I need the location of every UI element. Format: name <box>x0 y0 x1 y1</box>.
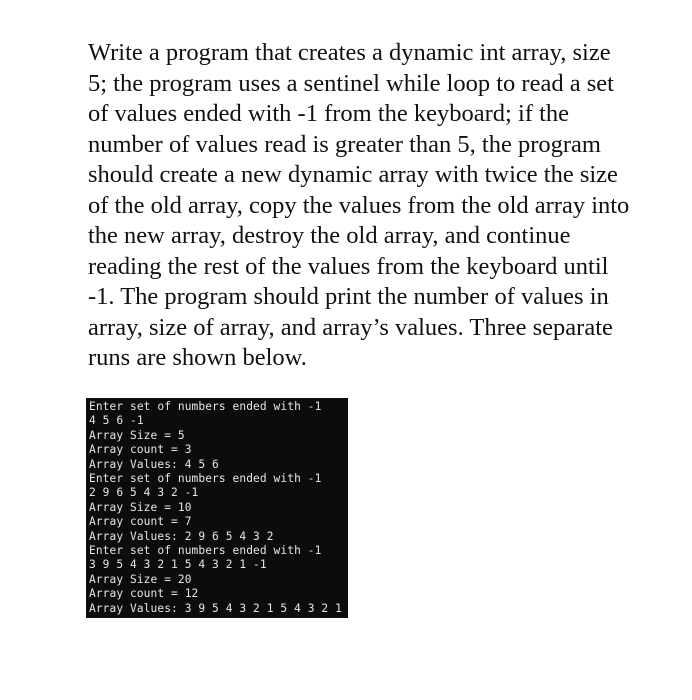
console-line: 2 9 6 5 4 3 2 -1 <box>89 486 199 500</box>
console-line: Array count = 7 <box>89 515 192 529</box>
problem-statement-line: of the old array, copy the values from the old array into <box>88 191 630 219</box>
console-line: Array count = 3 <box>89 443 192 457</box>
console-line: Array Size = 20 <box>89 572 192 586</box>
console-line: Enter set of numbers ended with -1 <box>89 400 322 413</box>
problem-statement-line: array, size of array, and array’s values. Three separate <box>88 313 613 341</box>
problem-statement-line: runs are shown below. <box>88 344 307 371</box>
problem-statement-line: Write a program that creates a dynamic int array, size <box>88 39 611 66</box>
problem-statement-line: should create a new dynamic array with twice the size <box>88 161 618 188</box>
problem-statement-line: -1. The program should print the number of values in <box>88 283 609 310</box>
problem-statement-line: of values ended with -1 from the keyboard; if the <box>88 100 570 127</box>
console-line: Enter set of numbers ended with -1 <box>89 544 322 558</box>
console-output-screenshot <box>86 398 348 618</box>
problem-statement-line: number of values read is greater than 5, the program <box>88 130 601 158</box>
problem-statement-line: 5; the program uses a sentinel while loop to read a set <box>88 69 614 97</box>
console-line: Array Values: 2 9 6 5 4 3 2 <box>89 529 274 543</box>
problem-statement-line: reading the rest of the values from the keyboard until <box>88 252 609 280</box>
console-line: Array Values: 4 5 6 <box>89 457 219 471</box>
console-line: Array count = 12 <box>89 587 199 601</box>
console-line: Array Values: 3 9 5 4 3 2 1 5 4 3 2 1 <box>89 601 342 615</box>
console-line: 3 9 5 4 3 2 1 5 4 3 2 1 -1 <box>89 558 267 572</box>
console-line: Array Size = 10 <box>89 500 192 514</box>
console-line: Array Size = 5 <box>89 428 185 442</box>
console-line: 4 5 6 -1 <box>89 414 144 428</box>
console-line: Enter set of numbers ended with -1 <box>89 472 322 486</box>
problem-statement <box>88 38 668 374</box>
problem-statement-line: the new array, destroy the old array, and continue <box>88 222 571 249</box>
